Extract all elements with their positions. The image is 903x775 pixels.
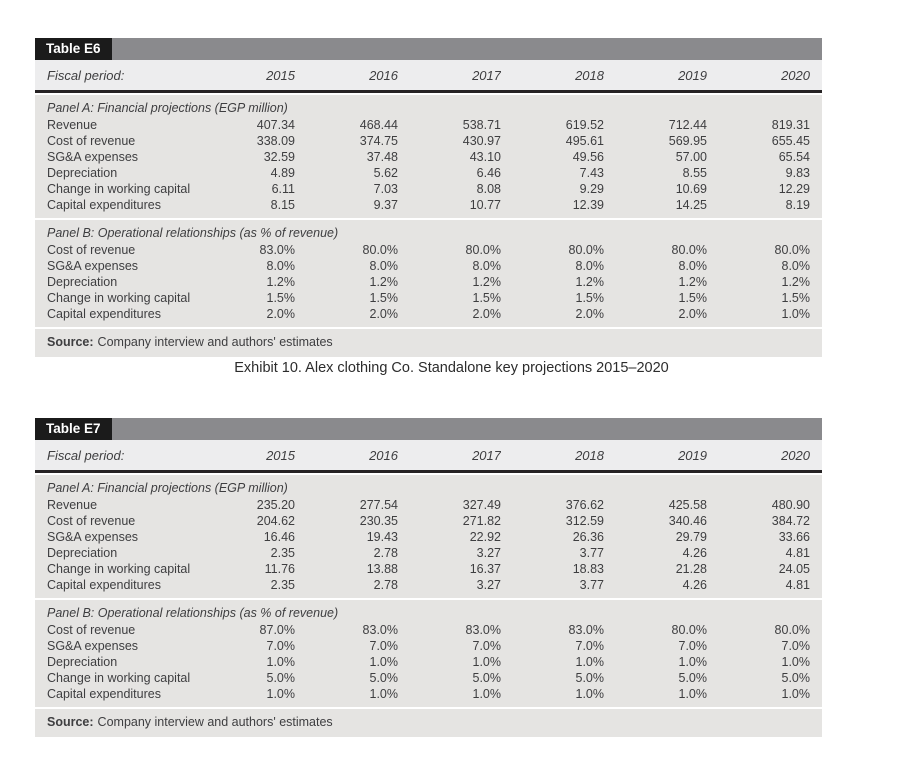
row-label: Change in working capital xyxy=(47,562,191,576)
row-value: 37.48 xyxy=(366,150,398,164)
table-row xyxy=(35,622,822,638)
panel-a xyxy=(35,95,822,218)
row-value: 2.78 xyxy=(373,546,398,560)
row-value: 1.0% xyxy=(266,655,295,669)
row-label: Capital expenditures xyxy=(47,198,161,212)
row-value: 80.0% xyxy=(774,623,810,637)
row-value: 2.0% xyxy=(369,307,398,321)
table-row xyxy=(35,545,822,561)
row-value: 65.54 xyxy=(778,150,810,164)
table-row xyxy=(35,197,822,213)
row-value: 6.11 xyxy=(271,182,295,196)
table-header-bar xyxy=(35,418,822,440)
table-row xyxy=(35,258,822,274)
table-row xyxy=(35,654,822,670)
row-value: 480.90 xyxy=(771,498,810,512)
row-value: 24.05 xyxy=(778,562,810,576)
row-label: SG&A expenses xyxy=(47,530,139,544)
table-row xyxy=(35,133,822,149)
row-value: 5.62 xyxy=(373,166,398,180)
table-row xyxy=(35,529,822,545)
row-value: 8.0% xyxy=(781,259,810,273)
row-value: 22.92 xyxy=(469,530,501,544)
row-value: 468.44 xyxy=(359,118,398,132)
row-label: Cost of revenue xyxy=(47,514,136,528)
row-value: 12.29 xyxy=(778,182,810,196)
row-value: 8.0% xyxy=(369,259,398,273)
table-row xyxy=(35,497,822,513)
row-label: Capital expenditures xyxy=(47,687,161,701)
table-row xyxy=(35,165,822,181)
row-label: Depreciation xyxy=(47,546,118,560)
row-value: 5.0% xyxy=(369,671,398,685)
row-value: 49.56 xyxy=(572,150,604,164)
row-value: 8.19 xyxy=(785,198,810,212)
table-row xyxy=(35,638,822,654)
row-value: 1.0% xyxy=(369,687,398,701)
row-label: Cost of revenue xyxy=(47,134,136,148)
row-value: 83.0% xyxy=(362,623,398,637)
row-value: 10.69 xyxy=(675,182,707,196)
row-value: 43.10 xyxy=(469,150,501,164)
panel-heading: Panel B: Operational relationships (as % of revenue) xyxy=(47,606,339,620)
row-value: 80.0% xyxy=(465,243,501,257)
row-value: 712.44 xyxy=(668,118,707,132)
table-row xyxy=(35,181,822,197)
row-value: 1.0% xyxy=(369,655,398,669)
fiscal-period-label: Fiscal period: xyxy=(47,67,125,83)
row-value: 277.54 xyxy=(359,498,398,512)
row-value: 230.35 xyxy=(359,514,398,528)
row-value: 1.0% xyxy=(781,655,810,669)
row-value: 9.83 xyxy=(785,166,810,180)
row-value: 80.0% xyxy=(362,243,398,257)
year-header: 2020 xyxy=(781,447,810,463)
row-value: 32.59 xyxy=(263,150,295,164)
row-value: 1.5% xyxy=(678,291,707,305)
row-value: 7.0% xyxy=(678,639,707,653)
row-value: 407.34 xyxy=(256,118,295,132)
row-value: 2.0% xyxy=(678,307,707,321)
row-value: 21.28 xyxy=(675,562,707,576)
row-value: 12.39 xyxy=(572,198,604,212)
row-value: 1.2% xyxy=(575,275,604,289)
row-value: 14.25 xyxy=(675,198,707,212)
row-value: 4.26 xyxy=(682,546,707,560)
year-header: 2018 xyxy=(575,447,604,463)
year-header: 2017 xyxy=(472,447,501,463)
row-value: 7.0% xyxy=(369,639,398,653)
row-value: 619.52 xyxy=(565,118,604,132)
year-header: 2015 xyxy=(266,447,295,463)
row-value: 7.0% xyxy=(781,639,810,653)
row-value: 340.46 xyxy=(668,514,707,528)
row-value: 8.08 xyxy=(476,182,501,196)
year-header: 2017 xyxy=(472,67,501,83)
row-value: 19.43 xyxy=(366,530,398,544)
fiscal-period-row xyxy=(35,60,822,90)
table-row xyxy=(35,670,822,686)
row-value: 1.5% xyxy=(575,291,604,305)
row-value: 312.59 xyxy=(565,514,604,528)
row-value: 10.77 xyxy=(469,198,501,212)
row-value: 1.2% xyxy=(678,275,707,289)
table-e6 xyxy=(35,38,822,357)
row-value: 271.82 xyxy=(462,514,501,528)
table-row xyxy=(35,306,822,322)
row-value: 430.97 xyxy=(462,134,501,148)
year-header: 2016 xyxy=(369,67,398,83)
row-value: 1.2% xyxy=(369,275,398,289)
panel-b xyxy=(35,600,822,707)
year-header: 2019 xyxy=(678,67,707,83)
table-row xyxy=(35,149,822,165)
row-value: 7.0% xyxy=(266,639,295,653)
row-value: 495.61 xyxy=(565,134,604,148)
row-label: Depreciation xyxy=(47,166,118,180)
row-label: Change in working capital xyxy=(47,671,191,685)
row-value: 18.83 xyxy=(572,562,604,576)
row-value: 3.27 xyxy=(476,546,501,560)
row-value: 2.0% xyxy=(266,307,295,321)
row-value: 9.29 xyxy=(579,182,604,196)
row-value: 16.37 xyxy=(469,562,501,576)
exhibit-caption: Exhibit 10. Alex clothing Co. Standalone key projections 2015–2020 xyxy=(234,360,669,376)
panel-b xyxy=(35,220,822,327)
row-value: 29.79 xyxy=(675,530,707,544)
row-value: 2.35 xyxy=(270,578,295,592)
row-value: 1.0% xyxy=(678,687,707,701)
fiscal-period-label: Fiscal period: xyxy=(47,447,125,463)
year-header: 2016 xyxy=(369,447,398,463)
table-row xyxy=(35,242,822,258)
row-value: 1.0% xyxy=(472,687,501,701)
row-value: 33.66 xyxy=(778,530,810,544)
row-value: 819.31 xyxy=(771,118,810,132)
row-value: 4.26 xyxy=(682,578,707,592)
row-label: Capital expenditures xyxy=(47,307,161,321)
row-value: 6.46 xyxy=(476,166,501,180)
table-title: Table E6 xyxy=(35,38,112,60)
row-label: Capital expenditures xyxy=(47,578,161,592)
row-value: 83.0% xyxy=(568,623,604,637)
row-value: 5.0% xyxy=(781,671,810,685)
row-label: SG&A expenses xyxy=(47,150,139,164)
row-value: 376.62 xyxy=(565,498,604,512)
table-divider-rule xyxy=(35,470,822,473)
table-row xyxy=(35,117,822,133)
panel-a xyxy=(35,475,822,598)
row-value: 8.0% xyxy=(472,259,501,273)
table-body xyxy=(35,475,822,737)
row-value: 5.0% xyxy=(266,671,295,685)
row-value: 7.03 xyxy=(373,182,398,196)
table-header-bar xyxy=(35,38,822,60)
row-value: 8.15 xyxy=(270,198,295,212)
row-value: 3.77 xyxy=(579,546,604,560)
table-row xyxy=(35,686,822,702)
row-value: 235.20 xyxy=(256,498,295,512)
row-value: 7.0% xyxy=(575,639,604,653)
source-row xyxy=(35,329,822,357)
source-label: Source: xyxy=(47,335,94,349)
row-label: SG&A expenses xyxy=(47,639,139,653)
table-row xyxy=(35,274,822,290)
source-text: Company interview and authors' estimates xyxy=(97,715,333,729)
row-value: 16.46 xyxy=(263,530,295,544)
row-value: 3.27 xyxy=(476,578,501,592)
row-value: 1.5% xyxy=(472,291,501,305)
row-value: 8.0% xyxy=(575,259,604,273)
row-label: Depreciation xyxy=(47,655,118,669)
table-row xyxy=(35,577,822,593)
row-value: 1.0% xyxy=(266,687,295,701)
row-value: 204.62 xyxy=(256,514,295,528)
source-text: Company interview and authors' estimates xyxy=(97,335,333,349)
row-value: 80.0% xyxy=(568,243,604,257)
fiscal-period-row xyxy=(35,440,822,470)
row-value: 9.37 xyxy=(373,198,398,212)
year-header: 2015 xyxy=(266,67,295,83)
row-value: 655.45 xyxy=(771,134,810,148)
row-value: 1.2% xyxy=(472,275,501,289)
source-label: Source: xyxy=(47,715,94,729)
row-label: Revenue xyxy=(47,118,98,132)
row-value: 1.0% xyxy=(472,655,501,669)
row-value: 26.36 xyxy=(572,530,604,544)
row-value: 5.0% xyxy=(678,671,707,685)
row-label: Cost of revenue xyxy=(47,243,136,257)
row-value: 327.49 xyxy=(462,498,501,512)
table-body xyxy=(35,95,822,357)
year-header: 2019 xyxy=(678,447,707,463)
panel-heading: Panel A: Financial projections (EGP million) xyxy=(47,101,288,115)
row-value: 80.0% xyxy=(774,243,810,257)
row-value: 1.5% xyxy=(781,291,810,305)
row-value: 338.09 xyxy=(256,134,295,148)
row-value: 425.58 xyxy=(668,498,707,512)
row-value: 57.00 xyxy=(675,150,707,164)
row-value: 1.5% xyxy=(266,291,295,305)
row-value: 3.77 xyxy=(579,578,604,592)
row-label: Change in working capital xyxy=(47,291,191,305)
row-value: 4.81 xyxy=(785,546,810,560)
table-title: Table E7 xyxy=(35,418,112,440)
panel-heading: Panel B: Operational relationships (as % of revenue) xyxy=(47,226,339,240)
panel-heading: Panel A: Financial projections (EGP million) xyxy=(47,481,288,495)
table-e7 xyxy=(35,418,822,737)
row-value: 13.88 xyxy=(366,562,398,576)
row-value: 5.0% xyxy=(575,671,604,685)
table-row xyxy=(35,513,822,529)
row-value: 1.0% xyxy=(575,687,604,701)
table-row xyxy=(35,561,822,577)
row-value: 1.0% xyxy=(678,655,707,669)
row-value: 1.0% xyxy=(575,655,604,669)
row-label: SG&A expenses xyxy=(47,259,139,273)
row-value: 4.89 xyxy=(270,166,295,180)
row-value: 8.0% xyxy=(266,259,295,273)
row-value: 83.0% xyxy=(465,623,501,637)
row-value: 2.0% xyxy=(472,307,501,321)
row-value: 1.0% xyxy=(781,307,810,321)
table-row xyxy=(35,290,822,306)
row-value: 538.71 xyxy=(462,118,501,132)
year-header: 2018 xyxy=(575,67,604,83)
row-value: 384.72 xyxy=(771,514,810,528)
table-divider-rule xyxy=(35,90,822,93)
row-value: 80.0% xyxy=(671,243,707,257)
source-row xyxy=(35,709,822,737)
row-label: Depreciation xyxy=(47,275,118,289)
row-value: 7.43 xyxy=(579,166,604,180)
row-value: 1.5% xyxy=(369,291,398,305)
row-value: 80.0% xyxy=(671,623,707,637)
row-label: Change in working capital xyxy=(47,182,191,196)
row-value: 87.0% xyxy=(259,623,295,637)
row-value: 11.76 xyxy=(264,562,295,576)
row-value: 2.0% xyxy=(575,307,604,321)
row-value: 4.81 xyxy=(785,578,810,592)
row-value: 8.55 xyxy=(682,166,707,180)
row-value: 1.2% xyxy=(266,275,295,289)
row-value: 2.35 xyxy=(270,546,295,560)
row-label: Revenue xyxy=(47,498,98,512)
row-value: 8.0% xyxy=(678,259,707,273)
year-header: 2020 xyxy=(781,67,810,83)
row-value: 374.75 xyxy=(359,134,398,148)
row-value: 2.78 xyxy=(373,578,398,592)
row-value: 83.0% xyxy=(259,243,295,257)
row-value: 5.0% xyxy=(472,671,501,685)
row-value: 569.95 xyxy=(668,134,707,148)
row-label: Cost of revenue xyxy=(47,623,136,637)
row-value: 1.2% xyxy=(781,275,810,289)
row-value: 7.0% xyxy=(472,639,501,653)
row-value: 1.0% xyxy=(781,687,810,701)
